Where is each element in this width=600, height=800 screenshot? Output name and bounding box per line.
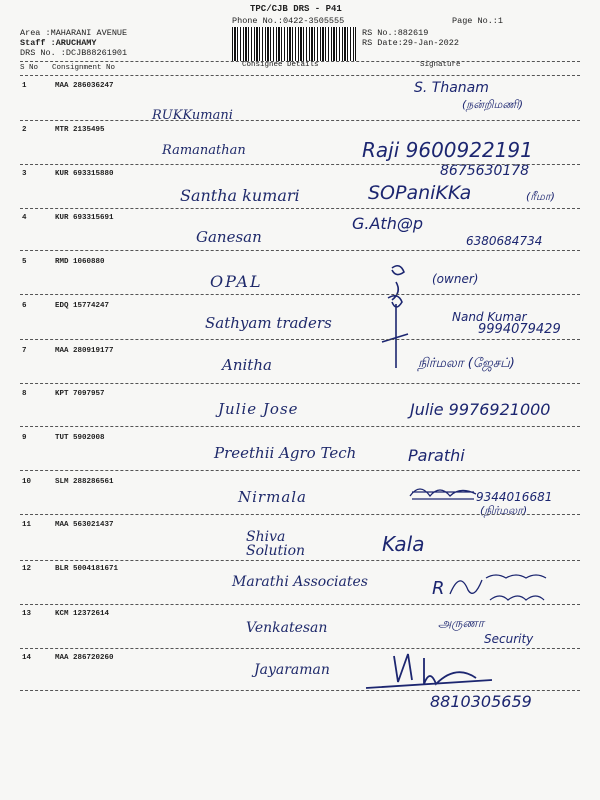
row-1-consignee: RUKKumani xyxy=(152,108,233,123)
row-6-sno: 6 xyxy=(22,302,27,310)
row-4-sno: 4 xyxy=(22,214,27,222)
row-12-consignee: Marathi Associates xyxy=(232,574,368,590)
column-header-sno: S No xyxy=(20,64,39,72)
row-4-consignment: KUR 693315691 xyxy=(55,214,114,222)
row-3-signature: SOPaniKKa xyxy=(368,182,472,204)
row-2-consignment: MTR 2135495 xyxy=(55,126,105,134)
row-10-consignee: Nirmala xyxy=(238,488,307,506)
row-2-signature: Raji 9600922191 xyxy=(362,138,533,162)
column-divider xyxy=(20,75,580,76)
row-3-note: (ரீமா) xyxy=(526,190,555,203)
row-2-sno: 2 xyxy=(22,126,27,134)
row-divider xyxy=(20,339,580,340)
row-11-consignment: MAA 563021437 xyxy=(55,521,114,529)
row-11-sno: 11 xyxy=(22,521,32,529)
row-divider xyxy=(20,648,580,649)
column-header-consignment: Consignment No xyxy=(52,64,116,72)
row-6-consignment: EDQ 15774247 xyxy=(55,302,110,310)
column-header-consignee: Consignee Details xyxy=(242,61,319,69)
staff-label: Staff :ARUCHAMY xyxy=(20,38,97,48)
row-13-consignee: Venkatesan xyxy=(246,620,328,636)
rs-date: RS Date:29-Jan-2022 xyxy=(362,38,459,48)
row-divider xyxy=(20,470,580,471)
row-divider xyxy=(20,426,580,427)
row-5-consignment: RMD 1060880 xyxy=(55,258,105,266)
row-divider xyxy=(20,164,580,165)
row-8-sno: 8 xyxy=(22,390,27,398)
row-5-signature: (owner) xyxy=(432,272,479,286)
row-divider xyxy=(20,604,580,605)
row-8-consignment: KPT 7097957 xyxy=(55,390,105,398)
row-7-signature: நிர்மலா (ஜேசப்) xyxy=(418,356,515,371)
row-14-note: 8810305659 xyxy=(430,692,532,711)
row-4-consignee: Ganesan xyxy=(196,228,262,246)
document-title: TPC/CJB DRS - P41 xyxy=(250,4,342,14)
row-5-sno: 5 xyxy=(22,258,27,266)
row-9-sno: 9 xyxy=(22,434,27,442)
row-7-consignee: Anitha xyxy=(222,356,272,374)
area-label: Area :MAHARANI AVENUE xyxy=(20,28,128,38)
row-1-consignment: MAA 286036247 xyxy=(55,82,114,90)
barcode-image xyxy=(232,27,356,61)
row-9-signature: Parathi xyxy=(408,446,465,465)
row-6-consignee: Sathyam traders xyxy=(205,314,332,332)
row-9-consignee: Preethii Agro Tech xyxy=(214,444,357,462)
row-5-consignee: OPAL xyxy=(210,272,263,291)
row-1-sno: 1 xyxy=(22,82,27,90)
row-9-consignment: TUT 5902008 xyxy=(55,434,105,442)
row-divider xyxy=(20,514,580,515)
row-divider xyxy=(20,208,580,209)
row-12-sno: 12 xyxy=(22,565,32,573)
row-4-note: 6380684734 xyxy=(466,234,543,248)
row-2-consignee: Ramanathan xyxy=(162,143,246,158)
row-10-consignment: SLM 288286561 xyxy=(55,478,114,486)
row-8-signature: Julie 9976921000 xyxy=(410,400,551,419)
row-divider xyxy=(20,383,580,384)
row-11-consignee: Shiva Solution xyxy=(246,529,306,559)
row-7-sno: 7 xyxy=(22,347,27,355)
row-11-signature: Kala xyxy=(382,532,425,556)
page-number: Page No.:1 xyxy=(452,16,504,26)
row-3-consignee: Santha kumari xyxy=(180,186,300,205)
row-10-sno: 10 xyxy=(22,478,32,486)
row-divider xyxy=(20,120,580,121)
row-10-strikethrough-scribble xyxy=(408,484,478,504)
row-divider xyxy=(20,294,580,295)
row-6-signature: Nand Kumar xyxy=(452,310,527,324)
row-8-consignee: Julie Jose xyxy=(218,400,299,418)
row-1-signature: S. Thanam xyxy=(414,80,489,96)
row-10-signature: 9344016681 xyxy=(476,490,553,504)
drs-number: DRS No. :DCJB88261901 xyxy=(20,48,128,58)
row-13-note: Security xyxy=(484,632,534,646)
row-14-sno: 14 xyxy=(22,654,32,662)
row-13-sno: 13 xyxy=(22,610,32,618)
row-7-consignment: MAA 280919177 xyxy=(55,347,114,355)
row-14-consignment: MAA 286720260 xyxy=(55,654,114,662)
row-2-note: 8675630178 xyxy=(440,163,530,179)
rs-number: RS No.:882619 xyxy=(362,28,429,38)
row-12-consignment: BLR 5004181671 xyxy=(55,565,119,573)
row-1-note: (நன்றிமணி) xyxy=(462,98,523,111)
row-14-consignee: Jayaraman xyxy=(254,662,330,678)
row-13-consignment: KCM 12372614 xyxy=(55,610,110,618)
phone-number: Phone No.:0422-3505555 xyxy=(232,16,345,26)
row-3-sno: 3 xyxy=(22,170,27,178)
column-header-signature: Signature xyxy=(420,61,461,69)
row-13-signature: அருணா xyxy=(438,616,484,630)
row-12-signature: R xyxy=(432,578,445,599)
row-3-consignment: KUR 693315880 xyxy=(55,170,114,178)
row-divider xyxy=(20,690,580,691)
row-10-note: (நிர்மலா) xyxy=(480,504,528,517)
row-14-signature-scribble xyxy=(364,648,494,694)
row-divider xyxy=(20,250,580,251)
row-4-signature: G.Ath@p xyxy=(352,214,423,233)
row-divider xyxy=(20,560,580,561)
row-6-note: 9994079429 xyxy=(478,322,561,337)
